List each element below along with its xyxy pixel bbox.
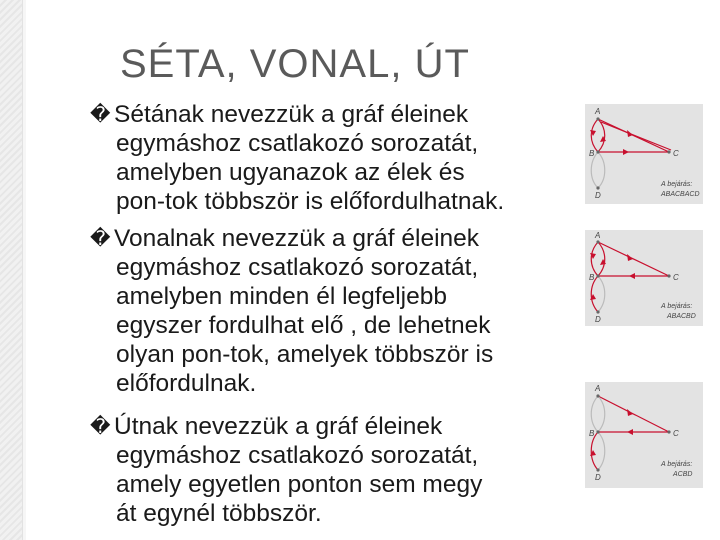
bullet-line: egymáshoz csatlakozó sorozatát, — [116, 130, 479, 157]
node-label: C — [673, 273, 679, 282]
bullet-line: olyan pon-tok, amelyek többször is — [116, 341, 494, 368]
bullet-line: amely egyetlen ponton sem megy — [116, 471, 483, 498]
bullet-text: Útnak nevezzük a gráf éleinek — [114, 413, 443, 440]
node-label: C — [673, 429, 679, 438]
graph-figure-vonal — [585, 230, 703, 326]
bullet-line — [90, 224, 493, 253]
figure-caption-value: ABACBACD — [661, 191, 700, 198]
bullet-marker: � — [90, 414, 111, 438]
figure-caption-value: ACBD — [673, 471, 693, 478]
bullet-line: egymáshoz csatlakozó sorozatát, — [116, 254, 479, 281]
bullet-line — [90, 100, 504, 129]
node-label: B — [589, 429, 595, 438]
node-label: D — [595, 191, 601, 200]
bullet-line: előfordulnak. — [116, 370, 257, 397]
node-label: B — [589, 273, 595, 282]
bullet-line: amelyben minden él legfeljebb — [116, 283, 447, 310]
bullet-seta — [90, 100, 504, 216]
figure-caption-value: ABACBD — [667, 313, 696, 320]
bullet-marker: � — [90, 102, 111, 126]
bullet-line: egymáshoz csatlakozó sorozatát, — [116, 442, 479, 469]
bullet-text: Vonalnak nevezzük a gráf éleinek — [114, 225, 480, 252]
graph-seta-svg — [585, 104, 703, 204]
node-label: C — [673, 149, 679, 158]
bullet-line: amelyben ugyanazok az élek és — [116, 159, 465, 186]
bullet-text: Sétának nevezzük a gráf éleinek — [114, 101, 469, 128]
bullet-line: egyszer fordulhat elő , de lehetnek — [116, 312, 491, 339]
bullet-line — [90, 412, 482, 441]
bullet-ut — [90, 412, 482, 528]
node-label: A — [595, 107, 601, 116]
graph-figure-ut — [585, 382, 703, 488]
slide-title: SÉTA, VONAL, ÚT — [120, 42, 470, 86]
figure-caption-label: A bejárás: — [661, 461, 693, 468]
decorative-left-strip — [0, 0, 22, 540]
node-label: D — [595, 315, 601, 324]
bullet-line: pon-tok többször is előfordulhatnak. — [116, 188, 505, 215]
node-label: B — [589, 149, 595, 158]
graph-vonal-svg — [585, 230, 703, 326]
bullet-vonal — [90, 224, 493, 398]
figure-caption-label: A bejárás: — [661, 303, 693, 310]
bullet-line: át egynél többször. — [116, 500, 322, 527]
decorative-left-line — [22, 0, 26, 540]
bullet-marker: � — [90, 226, 111, 250]
figure-caption-label: A bejárás: — [661, 181, 693, 188]
node-label: A — [595, 231, 601, 240]
graph-ut-svg — [585, 382, 703, 488]
node-label: D — [595, 473, 601, 482]
graph-figure-seta — [585, 104, 703, 204]
node-label: A — [595, 384, 601, 393]
